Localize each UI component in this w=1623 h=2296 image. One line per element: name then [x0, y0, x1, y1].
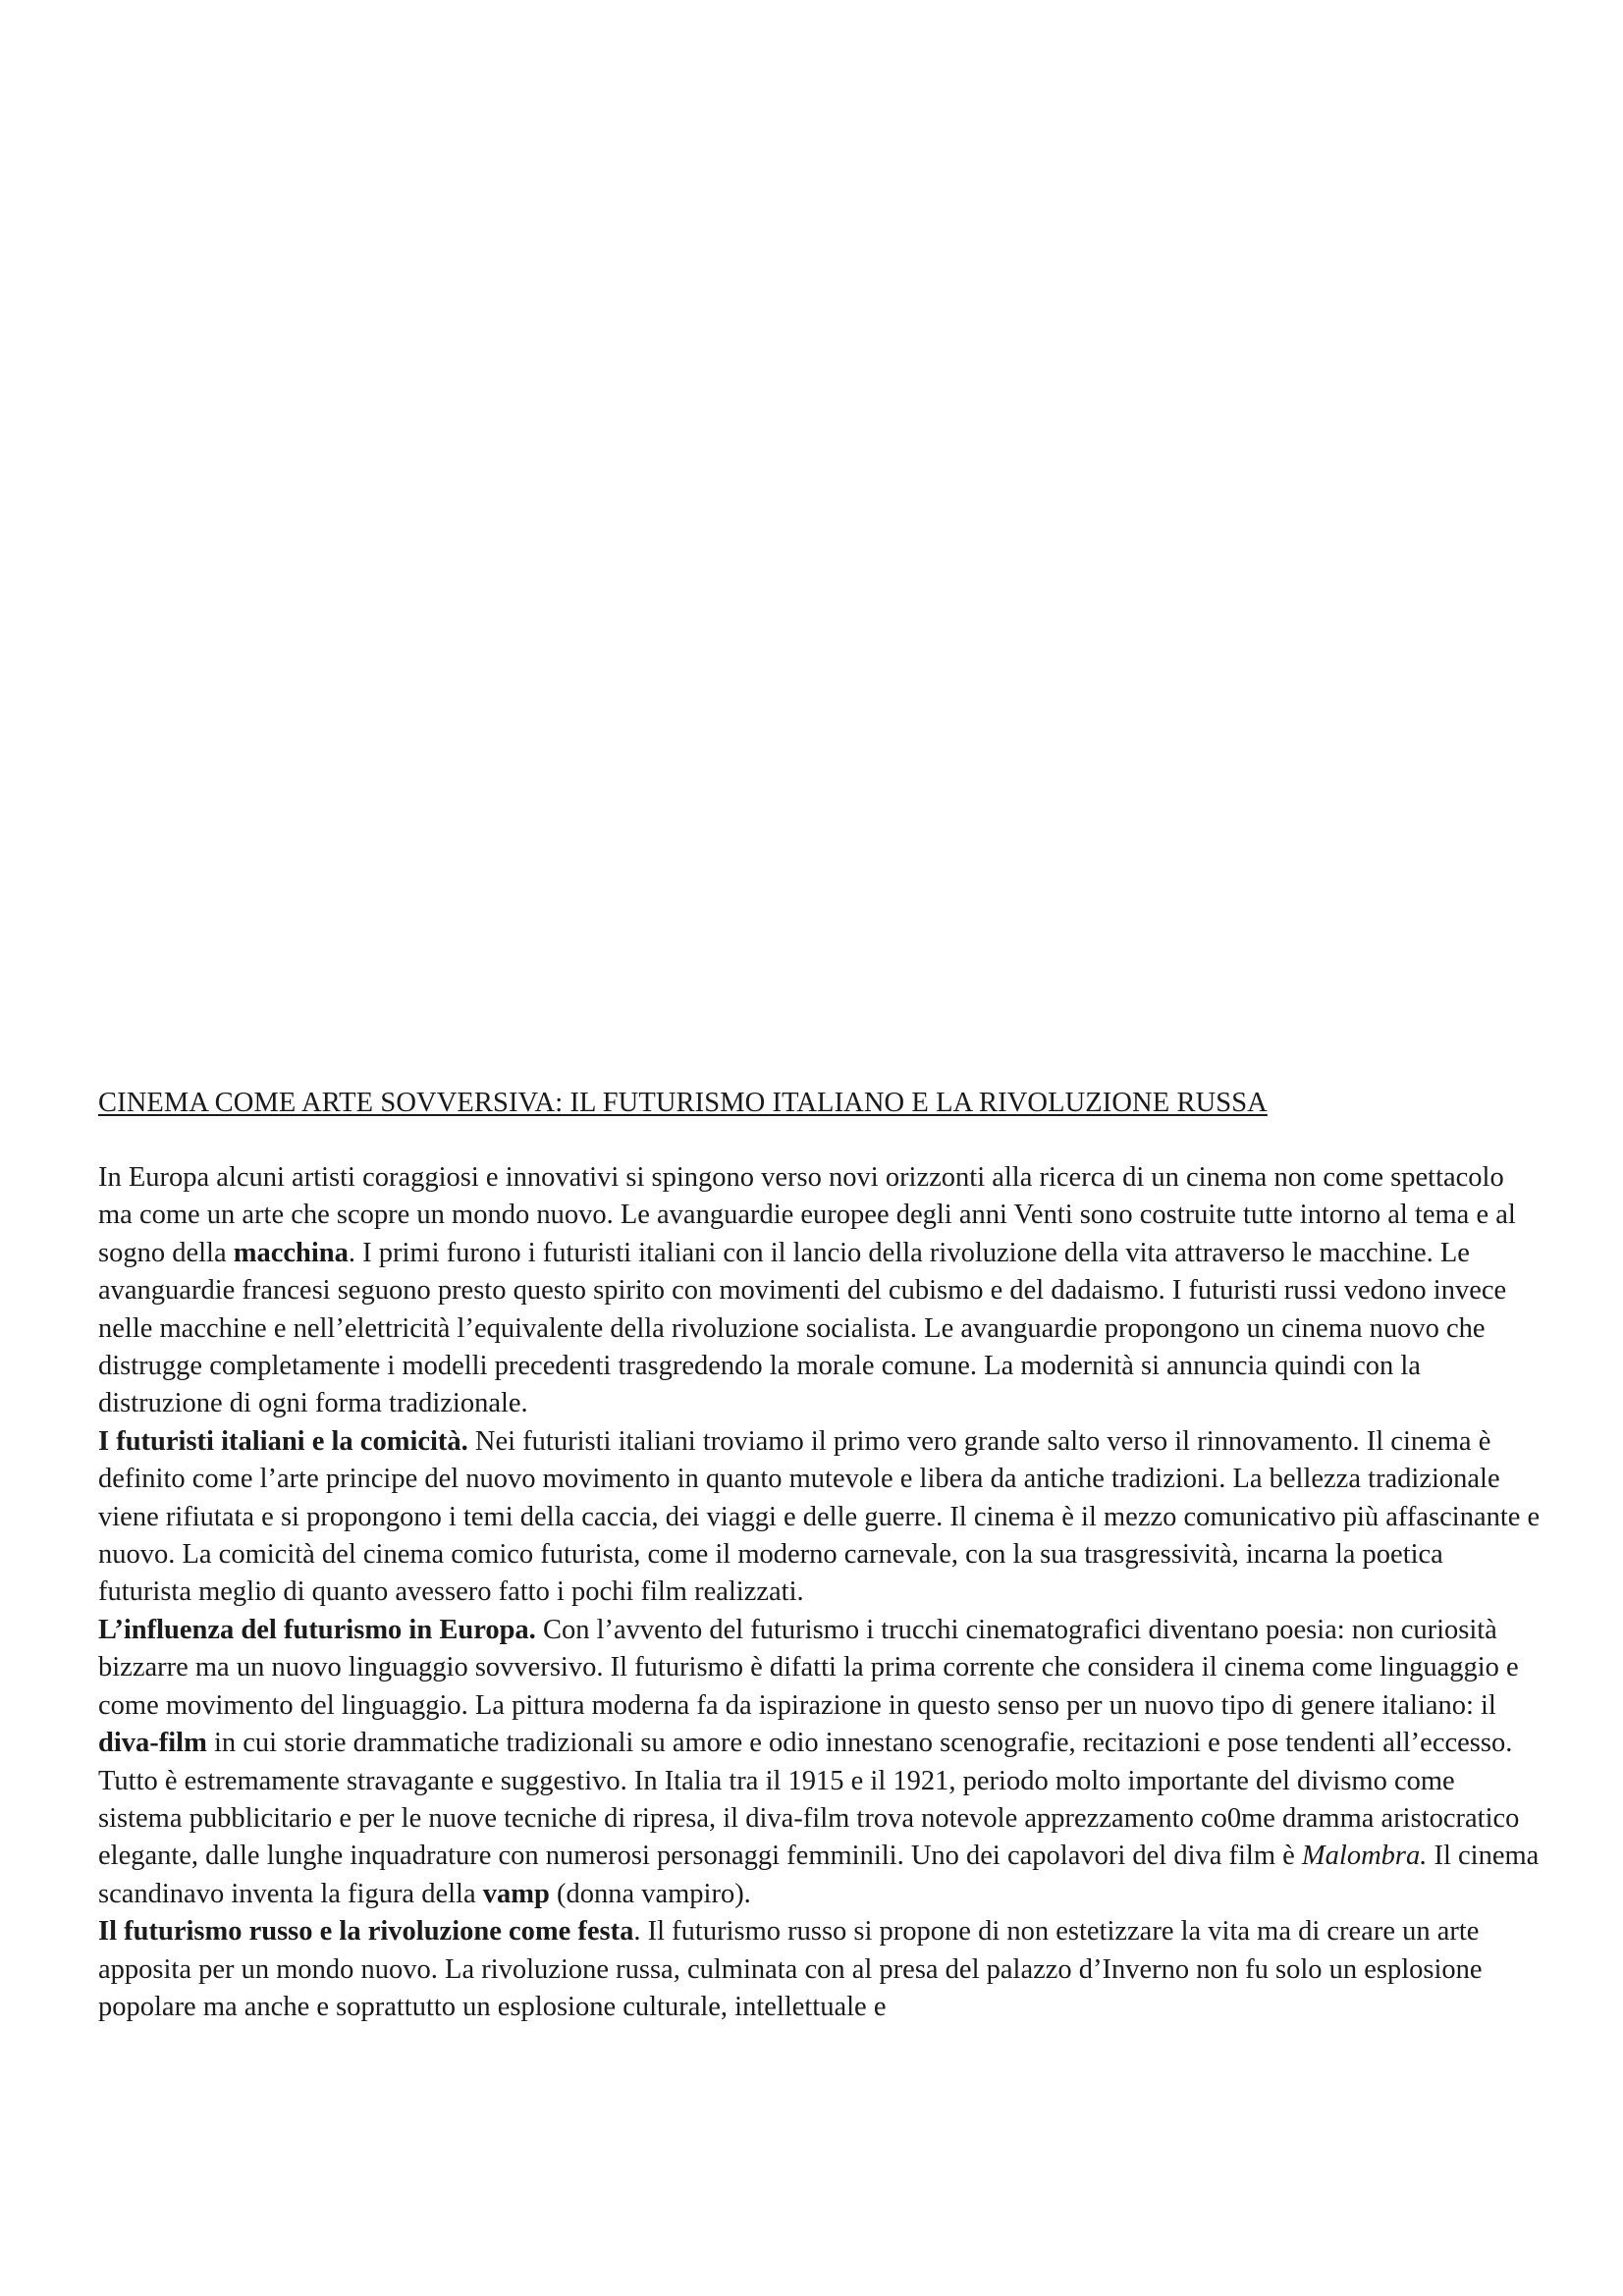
- section-futurismo-russo: [98, 1913, 1542, 2026]
- section-futuristi-italiani: [98, 1423, 1542, 1612]
- document-body: [98, 1085, 1542, 2026]
- keyword-diva-film: diva-film: [98, 1728, 207, 1759]
- document-title: CINEMA COME ARTE SOVVERSIVA: IL FUTURISMO ITALIANO E LA RIVOLUZIONE RUSSA: [98, 1088, 1268, 1118]
- intro-text-2: . I primi furono i futuristi italiani con il lancio della rivoluzione della vita attraverso le macchine. Le avanguardie francesi seguono presto questo spirito con movimenti del cubismo e del dadaismo. I futuristi russi vedono invece nelle macchine e nell’elettricità l’equivalente della rivoluzione socialista. Le avanguardie propongono un cinema nuovo che distrugge completamente i modelli precedenti trasgredendo la morale comune. La modernità si annuncia quindi con la distruzione di ogni forma tradizionale.: [98, 1237, 1507, 1419]
- section-text-influenza-4: (donna vampiro).: [549, 1878, 751, 1909]
- section-heading-futuristi-italiani: I futuristi italiani e la comicità.: [98, 1425, 468, 1457]
- section-influenza-futurismo: [98, 1612, 1542, 1913]
- film-title-malombra: Malombra.: [1301, 1841, 1428, 1872]
- section-text-influenza-1: Con l’avvento del futurismo i trucchi cinematografici diventano poesia: non curiosità bizzarre ma un nuovo linguaggio sovversivo. Il futurismo è difatti la prima corrente che considera il cinema come linguaggio e come movimento del linguaggio. La pittura moderna fa da ispirazione in questo senso per un nuovo tipo di genere italiano: il: [98, 1614, 1519, 1721]
- section-heading-influenza-futurismo: L’influenza del futurismo in Europa.: [98, 1614, 536, 1645]
- section-heading-futurismo-russo: Il futurismo russo e la rivoluzione come festa: [98, 1916, 634, 1948]
- keyword-vamp: vamp: [482, 1878, 550, 1909]
- section-text-futuristi-italiani: Nei futuristi italiani troviamo il primo vero grande salto verso il rinnovamento. Il cinema è definito come l’arte principe del nuovo movimento in quanto mutevole e libera da antiche tradizioni. La bellezza tradizionale viene rifiutata e si propongono i temi della caccia, dei viaggi e delle guerre. Il cinema è il mezzo comunicativo più affascinante e nuovo. La comicità del cinema comico futurista, come il moderno carnevale, con la sua trasgressività, incarna la poetica futurista meglio di quanto avessero fatto i pochi film realizzati.: [98, 1425, 1541, 1608]
- section-text-futurismo-russo: . Il futurismo russo si propone di non estetizzare la vita ma di creare un arte apposita per un mondo nuovo. La rivoluzione russa, culminata con al presa del palazzo d’Inverno non fu solo un esplosione popolare ma anche e soprattutto un esplosione culturale, intellettuale e: [98, 1916, 1483, 2022]
- intro-keyword-macchina: macchina: [233, 1237, 349, 1268]
- intro-text-1: In Europa alcuni artisti coraggiosi e innovativi si spingono verso novi orizzonti alla ricerca di un cinema non come spettacolo ma come un arte che scopre un mondo nuovo. Le avanguardie europee degli anni Venti sono costruite tutte intorno al tema e al sogno della: [98, 1162, 1516, 1268]
- intro-paragraph: [98, 1159, 1542, 1423]
- section-text-influenza-2: in cui storie drammatiche tradizionali su amore e odio innestano scenografie, recitazioni e pose tendenti all’eccesso. Tutto è estremamente stravagante e suggestivo. In Italia tra il 1915 e il 1921, periodo molto importante del divismo come sistema pubblicitario e per le nuove tecniche di ripresa, il diva-film trova notevole apprezzamento co0me dramma aristocratico elegante, dalle lunghe inquadrature con numerosi personaggi femminili. Uno dei capolavori del diva film è: [98, 1728, 1520, 1872]
- section-text-influenza-3: Il cinema scandinavo inventa la figura della: [98, 1841, 1540, 1909]
